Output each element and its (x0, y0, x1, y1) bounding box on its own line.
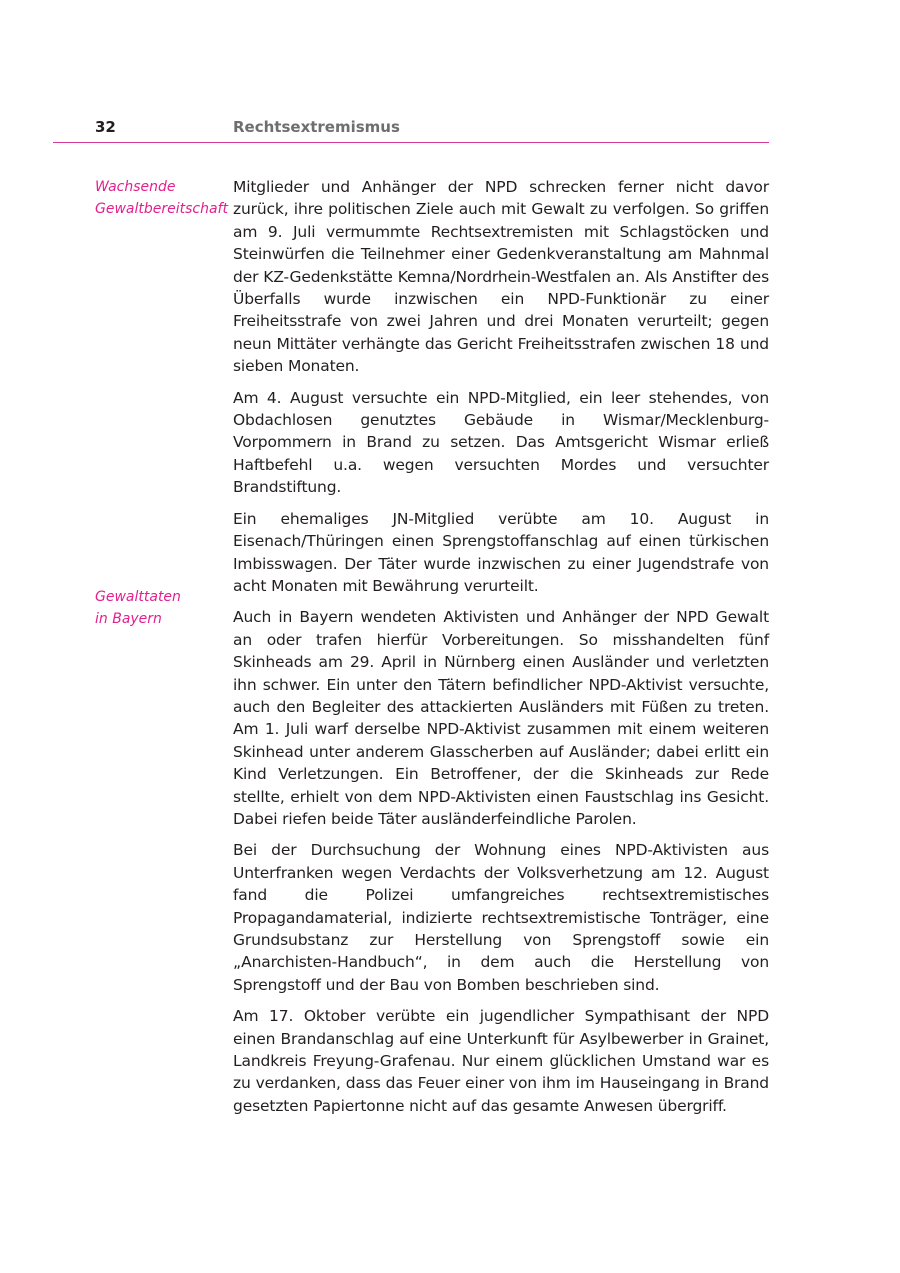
margin-note-gewalttaten-in-bayern: Gewalttaten in Bayern (95, 589, 181, 627)
paragraph: Mitglieder und Anhänger der NPD schrecken ferner nicht davor zurück, ihre politischen Ziele auch mit Gewalt zu verfolgen. So griffen am 9. Juli vermummte Rechtsextremisten mit Schlagstöcken und Steinwürfen die Teilnehmer einer Gedenkveranstaltung am Mahnmal der KZ-Gedenkstätte Kemna/Nordrhein-Westfalen an. Als Anstifter des Überfalls wurde inzwischen ein NPD-Funktionär zu einer Freiheitsstrafe von zwei Jahren und drei Monaten verurteilt; gegen neun Mittäter verhängte das Gericht Freiheitsstrafen zwischen 18 und sieben Monaten. (233, 178, 769, 376)
header-rule (53, 142, 769, 143)
paragraph: Bei der Durchsuchung der Wohnung eines NPD-Aktivisten aus Unterfranken wegen Verdachts der Volksverhetzung am 12. August fand die Polizei umfangreiches rechtsextremistisches Propagandamaterial, indizierte rechtsextremistische Tonträger, eine Grundsubstanz zur Herstellung von Sprengstoff sowie ein „Anarchisten-Handbuch“, in dem auch die Herstellung von Sprengstoff und der Bau von Bomben beschrieben sind. (233, 841, 769, 994)
paragraph: Auch in Bayern wendeten Aktivisten und Anhänger der NPD Gewalt an oder trafen hierfür Vorbereitungen. So misshandelten fünf Skinheads am 29. April in Nürnberg einen Ausländer und verletzten ihn schwer. Ein unter den Tätern befindlicher NPD-Aktivist versuchte, auch den Begleiter des attackierten Ausländers mit Füßen zu treten. Am 1. Juli warf derselbe NPD-Aktivist zusammen mit einem weiteren Skinhead unter anderem Glasscherben auf Ausländer; dabei erlitt ein Kind Verletzungen. Ein Betroffener, der die Skinheads zur Rede stellte, erhielt von dem NPD-Aktivisten einen Faustschlag ins Gesicht. Dabei riefen beide Täter ausländerfeindliche Parolen. (233, 608, 769, 828)
page-number: 32 (95, 118, 116, 136)
body-text (233, 176, 769, 1126)
paragraph: Am 17. Oktober verübte ein jugendlicher Sympathisant der NPD einen Brandanschlag auf eine Unterkunft für Asylbewerber in Grainet, Landkreis Freyung-Grafenau. Nur einem glücklichen Umstand war es zu verdanken, dass das Feuer einer von ihm im Hauseingang in Brand gesetzten Papiertonne nicht auf das gesamte Anwesen übergriff. (233, 1007, 769, 1115)
margin-note-wachsende-gewaltbereitschaft: Wachsende Gewaltbereitschaft (95, 179, 228, 217)
running-title: Rechtsextremismus (233, 118, 400, 136)
paragraph: Am 4. August versuchte ein NPD-Mitglied, ein leer stehendes, von Obdachlosen genutztes Gebäude in Wismar/Mecklenburg-Vorpommern in Brand zu setzen. Das Amtsgericht Wismar erließ Haftbefehl u.a. wegen versuchten Mordes und versuchter Brandstiftung. (233, 388, 769, 497)
paragraph: Ein ehemaliges JN-Mitglied verübte am 10. August in Eisenach/Thüringen einen Sprengstoffanschlag auf einen türkischen Imbisswagen. Der Täter wurde inzwischen zu einer Jugendstrafe von acht Monaten mit Bewährung verurteilt. (233, 509, 769, 595)
